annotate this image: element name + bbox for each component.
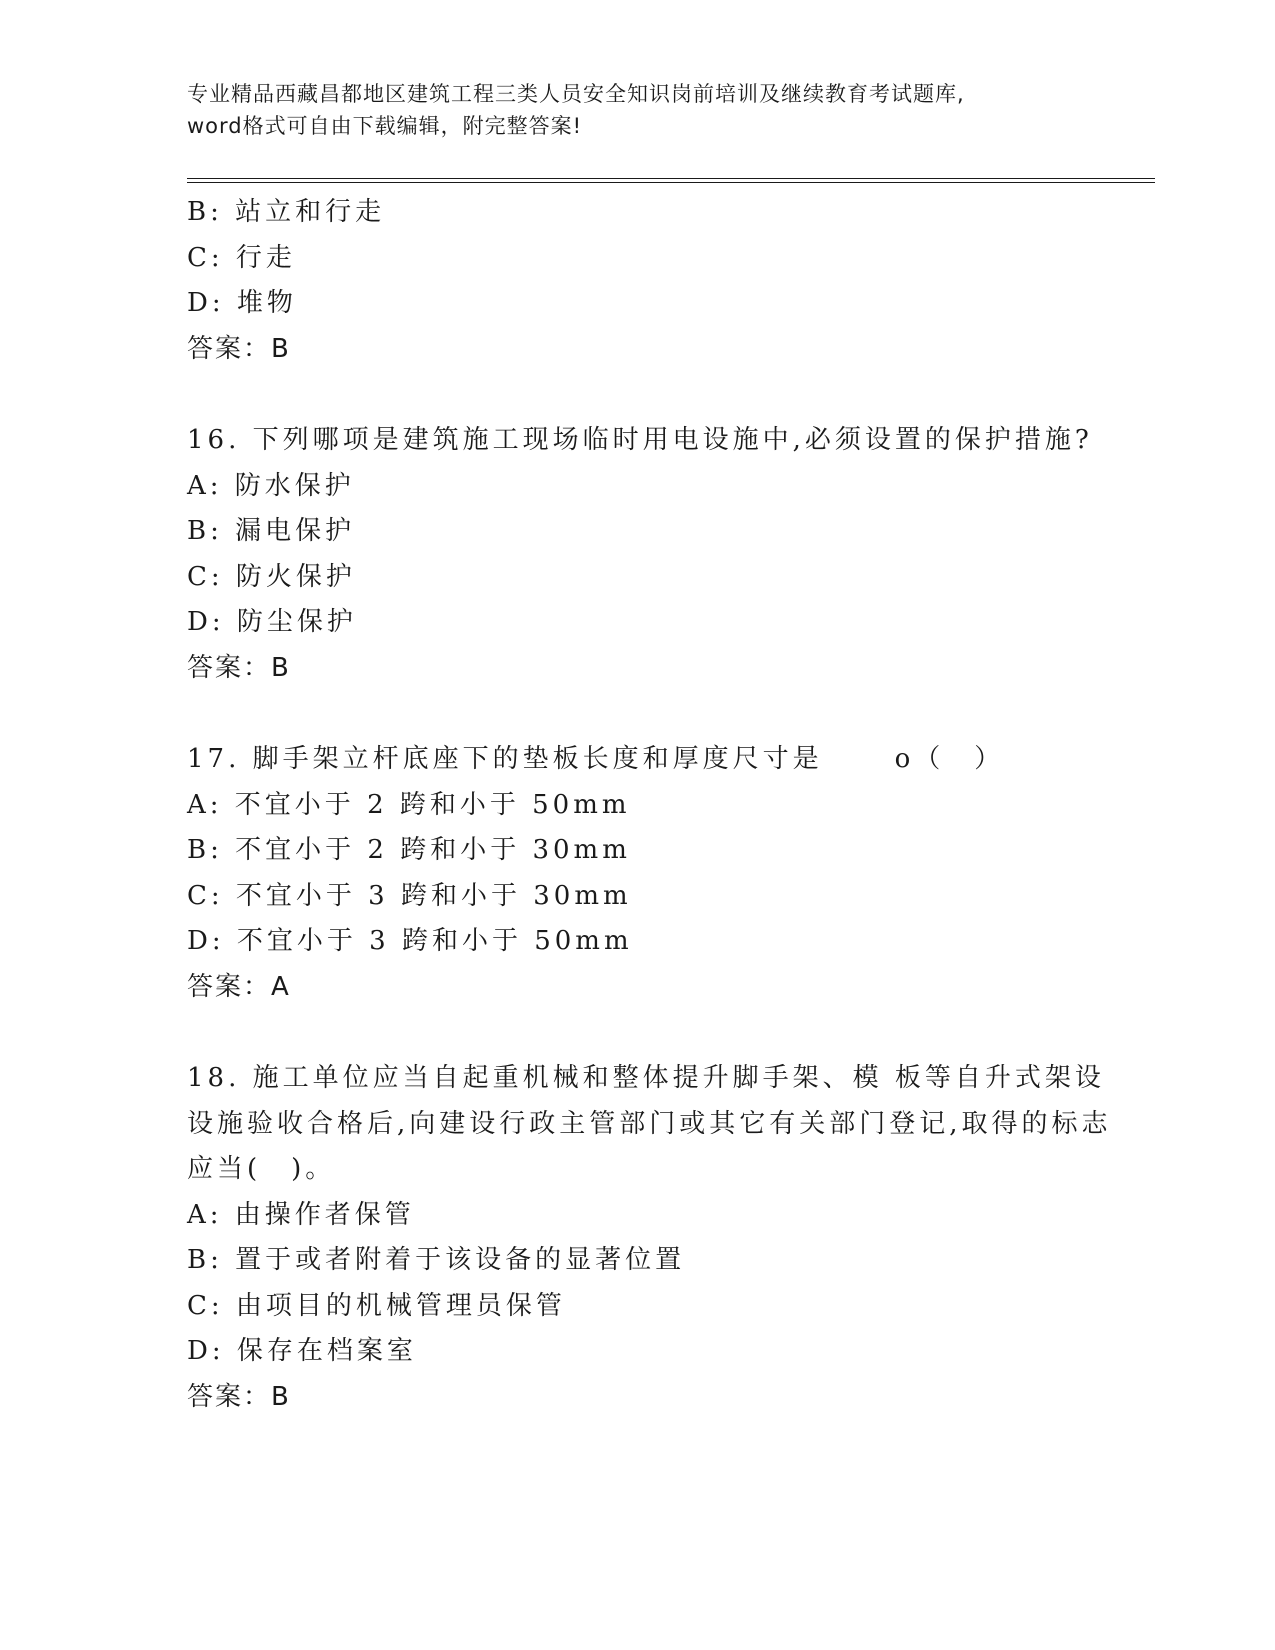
option-b: B: 漏电保护 xyxy=(187,516,356,546)
question-text: 16. 下列哪项是建筑施工现场临时用电设施中,必须设置的保护措施? xyxy=(187,425,1093,455)
header-title-line-1: 专业精品西藏昌都地区建筑工程三类人员安全知识岗前培训及继续教育考试题库, xyxy=(187,82,965,106)
option-b: B: 站立和行走 xyxy=(187,197,386,227)
header-divider-top xyxy=(187,178,1155,179)
option-c: C: 不宜小于 3 跨和小于 30mm xyxy=(187,880,632,911)
option-b: B: 不宜小于 2 跨和小于 30mm xyxy=(187,835,631,865)
header-title-line-2: word格式可自由下载编辑，附完整答案! xyxy=(187,114,583,138)
option-a: A: 不宜小于 2 跨和小于 50mm xyxy=(187,789,631,820)
question-15-continued xyxy=(187,190,1117,372)
option-a: A: 防水保护 xyxy=(187,470,355,501)
option-d: D: 不宜小于 3 跨和小于 50mm xyxy=(187,926,633,956)
question-list xyxy=(187,190,1117,1420)
question-17 xyxy=(187,737,1117,1010)
option-d: D: 防尘保护 xyxy=(187,607,357,637)
option-a: A: 由操作者保管 xyxy=(187,1199,415,1230)
answer-line: 答案：B xyxy=(187,652,291,683)
question-text: 18. 施工单位应当自起重机械和整体提升脚手架、模 板等自升式架设设施验收合格后,向建设行政主管部门或其它有关部门登记,取得的标志应当( )。 xyxy=(187,1063,1112,1184)
question-18 xyxy=(187,1056,1117,1420)
answer-line: 答案：B xyxy=(187,1381,291,1412)
document-header xyxy=(187,78,1087,142)
option-b: B: 置于或者附着于该设备的显著位置 xyxy=(187,1245,686,1275)
option-d: D: 堆物 xyxy=(187,288,297,318)
question-text xyxy=(187,737,1117,783)
option-c: C: 防火保护 xyxy=(187,561,356,592)
option-d: D: 保存在档案室 xyxy=(187,1336,417,1366)
option-c: C: 由项目的机械管理员保管 xyxy=(187,1290,566,1321)
answer-line: 答案：B xyxy=(187,333,291,364)
answer-line: 答案：A xyxy=(187,971,291,1002)
question-16 xyxy=(187,418,1117,691)
question-text-tail: o（ ） xyxy=(894,744,1005,774)
option-c: C: 行走 xyxy=(187,242,296,273)
question-text-main: 17. 脚手架立杆底座下的垫板长度和厚度尺寸是 xyxy=(187,744,823,774)
header-divider-bottom xyxy=(187,182,1155,183)
